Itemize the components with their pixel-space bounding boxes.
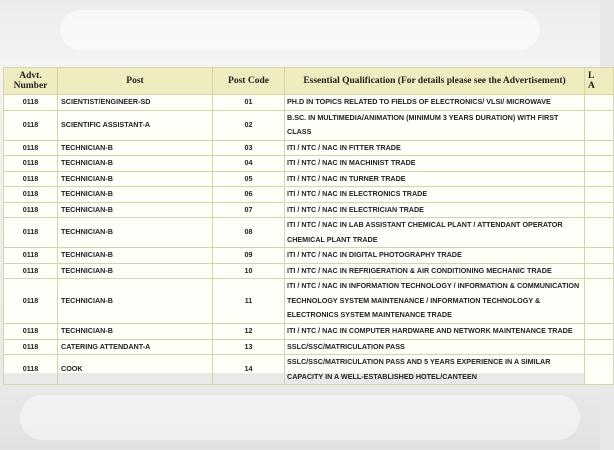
post-code-cell: 06 xyxy=(213,187,285,203)
table-row xyxy=(4,279,614,324)
qualification-cell: ITI / NTC / NAC IN INFORMATION TECHNOLOGY / INFORMATION & COMMUNICATION TECHNOLOGY SYSTEM MAINTENANCE / INFORMATION TECHNOLOGY & ELECTRONICS SYSTEM MAINTENANCE TRADE xyxy=(285,279,585,324)
table-row xyxy=(4,218,614,248)
qualification-cell: PH.D IN TOPICS RELATED TO FIELDS OF ELECTRONICS/ VLSI/ MICROWAVE xyxy=(285,95,585,111)
header-advt-number: Advt. Number xyxy=(4,68,58,95)
cut-off-cell xyxy=(585,248,614,264)
qualification-cell: ITI / NTC / NAC IN LAB ASSISTANT CHEMICAL PLANT / ATTENDANT OPERATOR CHEMICAL PLANT TRADE xyxy=(285,218,585,248)
qualification-cell: ITI / NTC / NAC IN FITTER TRADE xyxy=(285,140,585,156)
advt-number-cell: 0118 xyxy=(4,339,58,355)
advt-number-cell: 0118 xyxy=(4,355,58,385)
blurred-area-top xyxy=(60,10,540,50)
cut-off-cell xyxy=(585,171,614,187)
table-row xyxy=(4,156,614,172)
post-cell: TECHNICIAN-B xyxy=(58,218,213,248)
post-code-cell: 09 xyxy=(213,248,285,264)
post-code-cell: 13 xyxy=(213,339,285,355)
post-cell: TECHNICIAN-B xyxy=(58,187,213,203)
cut-off-cell xyxy=(585,156,614,172)
table-row xyxy=(4,187,614,203)
post-code-cell: 03 xyxy=(213,140,285,156)
advt-number-cell: 0118 xyxy=(4,110,58,140)
post-code-cell: 11 xyxy=(213,279,285,324)
table-row xyxy=(4,202,614,218)
advt-number-cell: 0118 xyxy=(4,279,58,324)
header-cut-off-top: L xyxy=(588,71,595,81)
post-code-cell: 04 xyxy=(213,156,285,172)
post-cell: TECHNICIAN-B xyxy=(58,324,213,340)
header-qualification: Essential Qualification (For details please see the Advertisement) xyxy=(285,68,585,95)
cut-off-cell xyxy=(585,218,614,248)
table-row xyxy=(4,95,614,111)
post-code-cell: 14 xyxy=(213,355,285,385)
header-cut-off xyxy=(585,68,614,95)
cut-off-cell xyxy=(585,324,614,340)
header-cut-off-bottom: A xyxy=(588,81,595,91)
table-row xyxy=(4,110,614,140)
table-row xyxy=(4,324,614,340)
advt-number-cell: 0118 xyxy=(4,171,58,187)
recruitment-table xyxy=(3,67,614,385)
cut-off-cell xyxy=(585,339,614,355)
advt-number-cell: 0118 xyxy=(4,140,58,156)
table-header-row xyxy=(4,68,614,95)
qualification-cell: ITI / NTC / NAC IN DIGITAL PHOTOGRAPHY TRADE xyxy=(285,248,585,264)
advt-number-cell: 0118 xyxy=(4,95,58,111)
advt-number-cell: 0118 xyxy=(4,324,58,340)
qualification-cell: ITI / NTC / NAC IN ELECTRICIAN TRADE xyxy=(285,202,585,218)
qualification-cell: ITI / NTC / NAC IN MACHINIST TRADE xyxy=(285,156,585,172)
qualification-cell: ITI / NTC / NAC IN REFRIGERATION & AIR CONDITIONING MECHANIC TRADE xyxy=(285,263,585,279)
table-row xyxy=(4,263,614,279)
post-cell: TECHNICIAN-B xyxy=(58,156,213,172)
cut-off-cell xyxy=(585,202,614,218)
cut-off-cell xyxy=(585,140,614,156)
qualification-cell: SSLC/SSC/MATRICULATION PASS AND 5 YEARS EXPERIENCE IN A SIMILAR CAPACITY IN A WELL-ESTABLISHED HOTEL/CANTEEN xyxy=(285,355,585,385)
qualification-cell: ITI / NTC / NAC IN TURNER TRADE xyxy=(285,171,585,187)
post-cell: TECHNICIAN-B xyxy=(58,279,213,324)
header-post: Post xyxy=(58,68,213,95)
cut-off-cell xyxy=(585,110,614,140)
blurred-area-bottom xyxy=(20,395,580,440)
post-code-cell: 02 xyxy=(213,110,285,140)
table-row xyxy=(4,140,614,156)
post-cell: TECHNICIAN-B xyxy=(58,202,213,218)
table-row xyxy=(4,355,614,385)
post-cell: TECHNICIAN-B xyxy=(58,171,213,187)
post-code-cell: 01 xyxy=(213,95,285,111)
advt-number-cell: 0118 xyxy=(4,248,58,264)
qualification-cell: SSLC/SSC/MATRICULATION PASS xyxy=(285,339,585,355)
post-code-cell: 07 xyxy=(213,202,285,218)
table-row xyxy=(4,248,614,264)
header-post-code: Post Code xyxy=(213,68,285,95)
post-cell: TECHNICIAN-B xyxy=(58,140,213,156)
advt-number-cell: 0118 xyxy=(4,187,58,203)
post-cell: SCIENTIST/ENGINEER-SD xyxy=(58,95,213,111)
recruitment-table-sheet xyxy=(3,67,603,381)
post-code-cell: 05 xyxy=(213,171,285,187)
post-cell: TECHNICIAN-B xyxy=(58,248,213,264)
post-cell: SCIENTIFIC ASSISTANT-A xyxy=(58,110,213,140)
post-cell: TECHNICIAN-B xyxy=(58,263,213,279)
post-cell: COOK xyxy=(58,355,213,385)
cut-off-cell xyxy=(585,279,614,324)
cut-off-cell xyxy=(585,187,614,203)
post-code-cell: 12 xyxy=(213,324,285,340)
advt-number-cell: 0118 xyxy=(4,156,58,172)
qualification-cell: ITI / NTC / NAC IN ELECTRONICS TRADE xyxy=(285,187,585,203)
advt-number-cell: 0118 xyxy=(4,202,58,218)
table-row xyxy=(4,339,614,355)
qualification-cell: B.SC. IN MULTIMEDIA/ANIMATION (MINIMUM 3 YEARS DURATION) WITH FIRST CLASS xyxy=(285,110,585,140)
cut-off-cell xyxy=(585,95,614,111)
advt-number-cell: 0118 xyxy=(4,263,58,279)
cut-off-cell xyxy=(585,263,614,279)
advt-number-cell: 0118 xyxy=(4,218,58,248)
cut-off-cell xyxy=(585,355,614,385)
post-cell: CATERING ATTENDANT-A xyxy=(58,339,213,355)
table-row xyxy=(4,171,614,187)
post-code-cell: 10 xyxy=(213,263,285,279)
qualification-cell: ITI / NTC / NAC IN COMPUTER HARDWARE AND NETWORK MAINTENANCE TRADE xyxy=(285,324,585,340)
post-code-cell: 08 xyxy=(213,218,285,248)
